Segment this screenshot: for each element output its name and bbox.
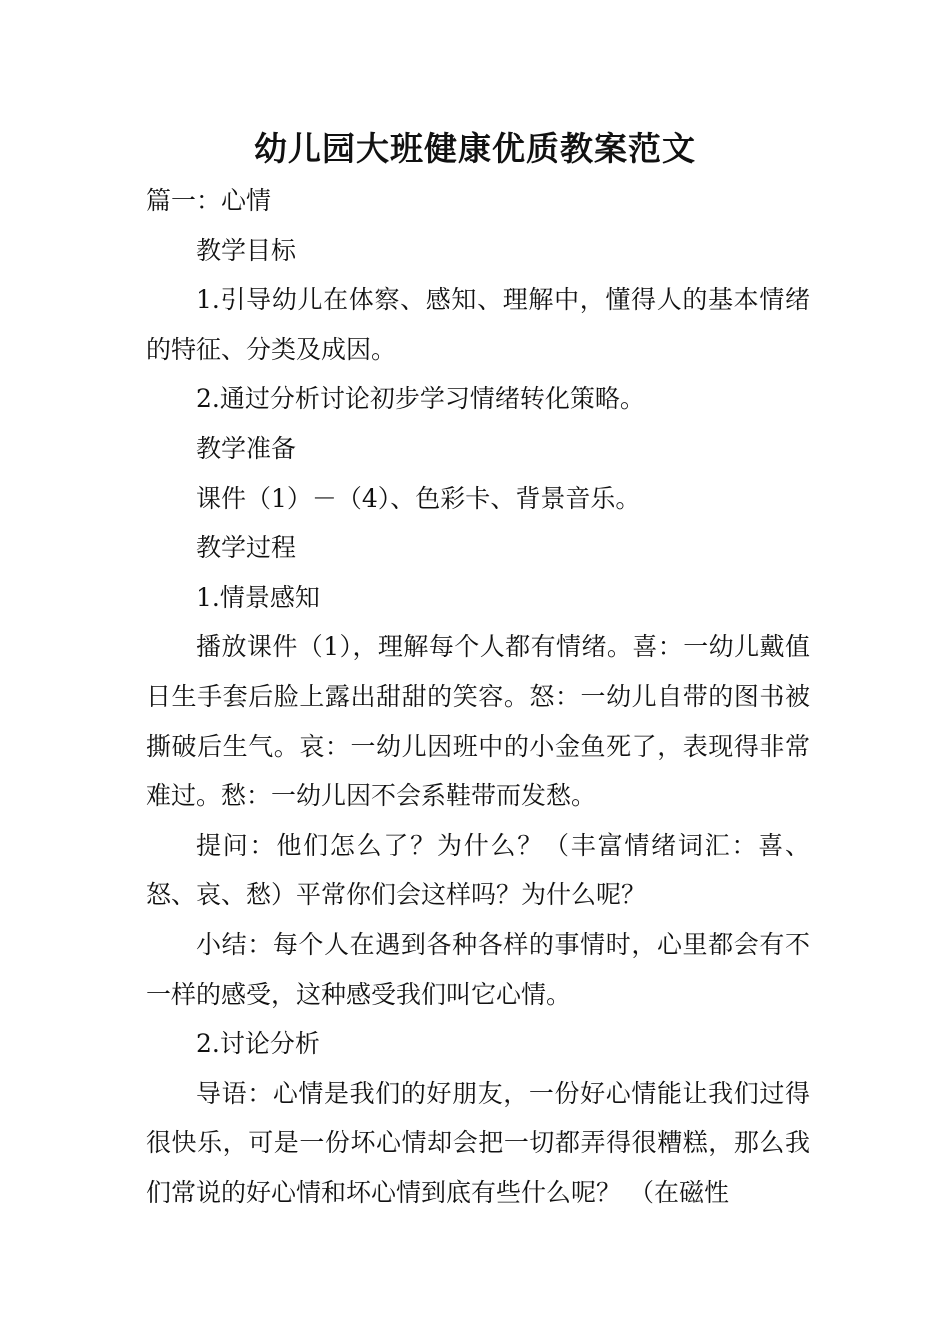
document-body — [146, 176, 810, 1217]
paragraph: 提问：他们怎么了？为什么？（丰富情绪词汇：喜、怒、哀、愁）平常你们会这样吗？为什么呢？ — [146, 830, 810, 910]
paragraph: 小结：每个人在遇到各种各样的事情时，心里都会有不一样的感受，这种感受我们叫它心情。 — [146, 929, 810, 1009]
section-heading: 篇一：心情 — [146, 186, 272, 215]
paragraph: 2.通过分析讨论初步学习情绪转化策略。 — [196, 384, 645, 414]
paragraph: 2.讨论分析 — [196, 1029, 320, 1059]
paragraph: 教学准备 — [196, 433, 297, 463]
paragraph: 教学过程 — [196, 533, 297, 563]
paragraph: 导语：心情是我们的好朋友，一份好心情能让我们过得很快乐，可是一份坏心情却会把一切都弄得很糟糕，那么我们常说的好心情和坏心情到底有些什么呢？ （在磁性 — [146, 1078, 810, 1207]
paragraph: 播放课件（1），理解每个人都有情绪。喜：一幼儿戴值日生手套后脸上露出甜甜的笑容。怒：一幼儿自带的图书被撕破后生气。哀：一幼儿因班中的小金鱼死了，表现得非常难过。愁：一幼儿因不会系鞋带而发愁。 — [146, 632, 810, 811]
paragraph: 1.引导幼儿在体察、感知、理解中，懂得人的基本情绪的特征、分类及成因。 — [146, 285, 810, 364]
paragraph: 教学目标 — [196, 235, 297, 265]
paragraph: 1.情景感知 — [196, 582, 320, 612]
paragraph: 课件（1）－（4）、色彩卡、背景音乐。 — [196, 483, 641, 513]
document-title: 幼儿园大班健康优质教案范文 — [254, 129, 696, 168]
